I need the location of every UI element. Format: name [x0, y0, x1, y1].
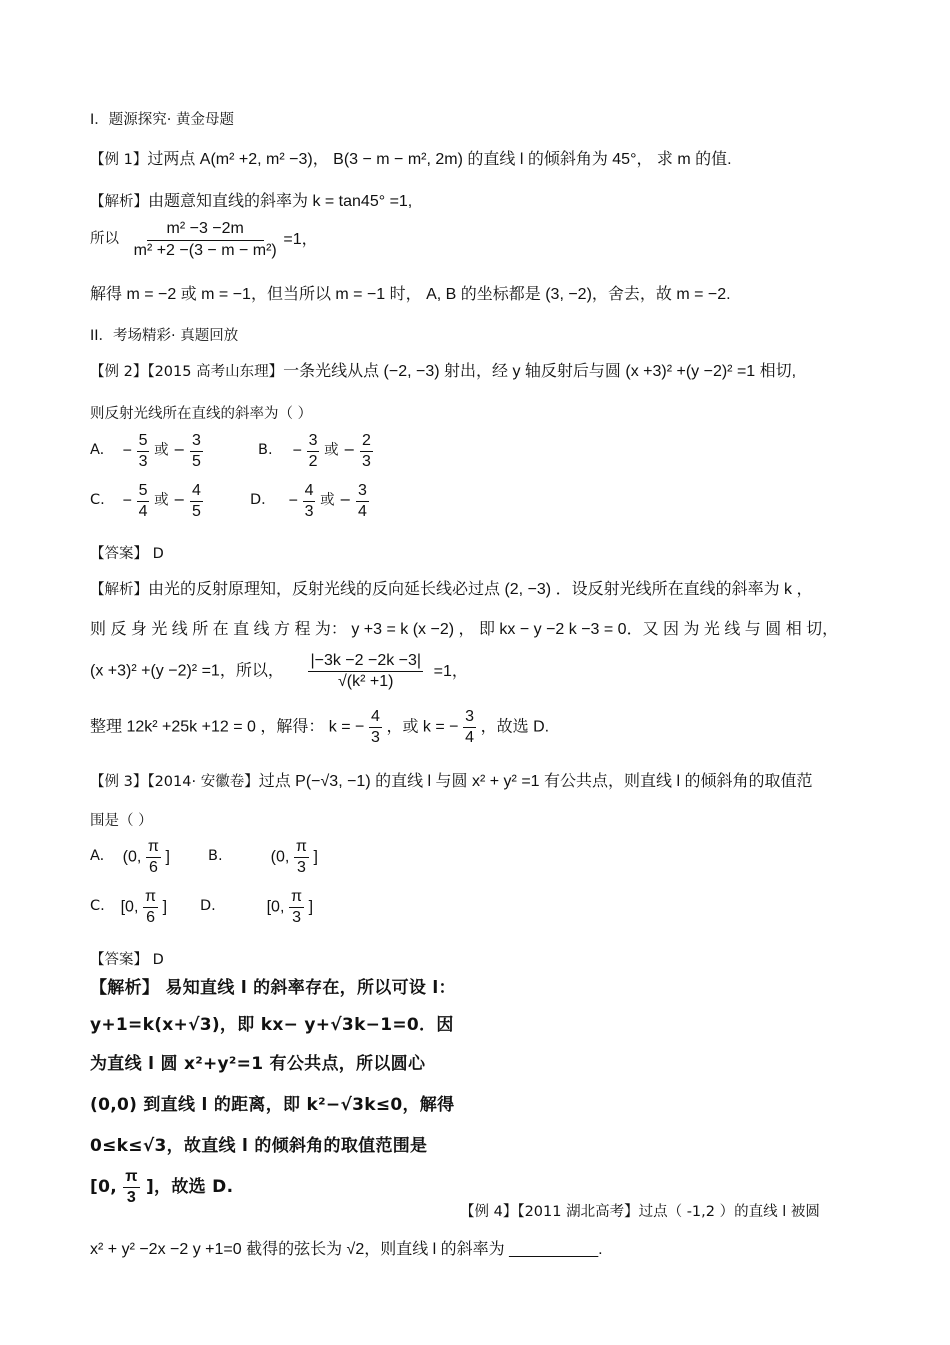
example-2-answer: 【答案】 D — [90, 546, 164, 562]
solution-2-eq: =1， — [433, 662, 468, 680]
frac-num: 5 — [137, 482, 150, 502]
option-d-or: 或 − — [320, 492, 352, 509]
solution-2-line-1 — [90, 580, 812, 599]
option-d-frac-2 — [356, 482, 369, 520]
example-3 — [90, 772, 812, 791]
frac-num: 5 — [137, 432, 150, 452]
solution-1-suoyi: 所以 — [90, 230, 119, 247]
frac-den: 3 — [296, 858, 306, 876]
frac-den: 5 — [191, 452, 201, 470]
frac-den: 3 — [292, 908, 301, 926]
example-2-label: 【例 2】【2015 高考山东理】 — [90, 364, 284, 380]
frac-num: 4 — [369, 708, 382, 728]
example-3-text-2: 围是（ ） — [90, 813, 153, 829]
frac-den: 3 — [126, 1188, 137, 1206]
fraction-denominator: √(k² +1) — [338, 672, 394, 690]
solution-2-fraction — [308, 652, 423, 690]
option-a-or: 或 − — [154, 442, 186, 459]
frac-den: 4 — [357, 502, 367, 520]
option-a-minus: − — [122, 442, 132, 460]
example-1-label: 【例 1】 — [90, 152, 148, 168]
frac-den: 6 — [146, 908, 155, 926]
frac-den: 3 — [370, 728, 380, 746]
frac-den: 4 — [138, 502, 148, 520]
fraction-numerator: m² −3 −2m — [147, 220, 264, 241]
solution-2-line-3-pre: (x +3)² +(y −2)² =1，所以， — [90, 662, 284, 680]
frac-num: π — [146, 838, 161, 858]
example-2-text-2: 则反射光线所在直线的斜率为（ ） — [90, 406, 313, 422]
example-1 — [90, 150, 732, 169]
option-a-frac-2 — [190, 432, 203, 470]
option-c-letter: C. — [90, 898, 105, 915]
example-1-text: 过两点 A(m² +2, m² −3)， B(3 − m − m², 2m) 的直线 l 的倾斜角为 45°， 求 m 的值. — [147, 151, 732, 168]
solution-3-line-4: (0,0) 到直线 l 的距离，即 k²−√3k≤0，解得 — [90, 1095, 455, 1115]
frac-den: 2 — [308, 452, 318, 470]
example-3-option-d — [200, 888, 313, 926]
solution-1-label: 【解析】 — [90, 194, 148, 210]
solution-2-frac-1 — [369, 708, 382, 746]
fraction-numerator: |−3k −2 −2k −3| — [308, 652, 423, 672]
example-4-line-2: x² + y² −2x −2 y +1=0 截得的弦长为 √2，则直线 l 的斜率为 __________. — [90, 1241, 603, 1258]
frac-num: 3 — [190, 432, 203, 452]
option-d-letter: D. — [200, 898, 216, 915]
solution-2-text-1: 由光的反射原理知，反射光线的反向延长线必过点 (2, −3) ．设反射光线所在直线的斜率为 k ， — [148, 581, 813, 598]
option-c-value: [0, — [120, 898, 139, 916]
solution-2-line-3 — [90, 652, 468, 690]
option-d-frac-1 — [303, 482, 316, 520]
option-a-letter: A. — [90, 442, 105, 459]
solution-2-line-4 — [90, 708, 549, 746]
example-3-option-c — [90, 888, 167, 926]
solution-1-eq: =1， — [283, 231, 318, 248]
section-title-2: II．考场精彩· 真题回放 — [90, 328, 239, 344]
option-a-frac-1 — [137, 432, 150, 470]
solution-3-l6-pre: [0, — [90, 1176, 117, 1197]
solution-3-line-6 — [90, 1168, 233, 1206]
solution-2-line-2: 则 反 身 光 线 所 在 直 线 方 程 为： y +3 = k (x −2) ， 即 kx − y −2 k −3 = 0．又 因 为 光 线 与 圆 相 切， — [90, 621, 839, 638]
frac-den: 3 — [361, 452, 371, 470]
solution-3-frac — [123, 1168, 140, 1206]
option-b-or: 或 − — [324, 442, 356, 459]
example-3-option-b — [208, 838, 318, 876]
solution-1-line-1 — [90, 192, 412, 211]
solution-2-line-4-post: ，故选 D. — [480, 718, 550, 736]
option-d-value: [0, — [266, 898, 285, 916]
example-2-option-c — [90, 482, 203, 520]
option-c-minus: − — [122, 492, 132, 510]
frac-den: 6 — [148, 858, 158, 876]
frac-den: 4 — [465, 728, 475, 746]
solution-2-line-4-pre: 整理 12k² +25k +12 = 0 ，解得： k = − — [90, 718, 365, 736]
section-title-1: I．题源探究· 黄金母题 — [90, 112, 234, 128]
option-b-close: ] — [313, 848, 318, 866]
option-c-frac-1 — [137, 482, 150, 520]
option-b-value: (0, — [270, 848, 290, 866]
frac-num: 3 — [307, 432, 320, 452]
frac-den: 3 — [138, 452, 148, 470]
example-3-label: 【例 3】【2014· 安徽卷】 — [90, 774, 259, 790]
solution-3-line-1: 【解析】 易知直线 l 的斜率存在，所以可设 l： — [90, 978, 456, 998]
option-c-frac — [143, 888, 158, 926]
frac-num: 4 — [190, 482, 203, 502]
option-a-frac — [146, 838, 161, 876]
example-3-answer: 【答案】 D — [90, 952, 164, 968]
option-d-letter: D． — [250, 492, 276, 509]
frac-num: π — [289, 888, 304, 908]
example-2-option-d — [250, 482, 369, 520]
solution-3-line-5: 0≤k≤√3，故直线 l 的倾斜角的取值范围是 — [90, 1136, 428, 1156]
example-3-text: 过点 P(−√3, −1) 的直线 l 与圆 x² + y² =1 有公共点，则直线 l 的倾斜角的取值范 — [258, 773, 813, 790]
solution-2-label: 【解析】 — [90, 582, 148, 598]
option-c-or: 或 − — [154, 492, 186, 509]
solution-1-fraction — [132, 220, 279, 259]
option-b-letter: B. — [258, 442, 273, 459]
option-b-frac-2 — [360, 432, 373, 470]
option-a-value: (0, — [122, 848, 142, 866]
option-b-letter: B. — [208, 848, 223, 865]
example-4-line-1: 【例 4】【2011 湖北高考】过点（ -1,2 ）的直线 l 被圆 — [460, 1204, 820, 1220]
option-b-minus: − — [292, 442, 302, 460]
option-a-letter: A. — [90, 848, 105, 865]
option-c-close: ] — [162, 898, 168, 916]
option-d-close: ] — [308, 898, 314, 916]
solution-2-line-4-mid: ，或 k = − — [386, 718, 459, 736]
solution-1-line-3: 解得 m = −2 或 m = −1，但当所以 m = −1 时， A, B 的坐标都是 (3, −2)，舍去，故 m = −2. — [90, 286, 731, 303]
option-c-frac-2 — [190, 482, 203, 520]
frac-num: π — [143, 888, 158, 908]
solution-3-line-3: 为直线 l 圆 x²+y²=1 有公共点，所以圆心 — [90, 1054, 426, 1074]
option-b-frac-1 — [307, 432, 320, 470]
option-a-close: ] — [165, 848, 170, 866]
frac-num: π — [294, 838, 309, 858]
example-2-option-b — [258, 432, 373, 470]
frac-num: 3 — [356, 482, 369, 502]
frac-den: 3 — [304, 502, 314, 520]
frac-num: 3 — [463, 708, 476, 728]
example-2-option-a — [90, 432, 203, 470]
example-2-text: 一条光线从点 (−2, −3) 射出，经 y 轴反射后与圆 (x +3)² +(y −2)² =1 相切, — [283, 363, 797, 380]
solution-3-l6-post: ]，故选 D. — [145, 1176, 234, 1197]
frac-num: 4 — [303, 482, 316, 502]
example-2 — [90, 362, 796, 381]
frac-den: 5 — [191, 502, 201, 520]
example-3-option-a — [90, 838, 170, 876]
option-c-letter: C. — [90, 492, 105, 509]
option-d-frac — [289, 888, 304, 926]
solution-3-line-2: y+1=k(x+√3)，即 kx− y+√3k−1=0．因 — [90, 1015, 454, 1035]
solution-2-frac-2 — [463, 708, 476, 746]
fraction-denominator: m² +2 −(3 − m − m²) — [133, 241, 277, 259]
frac-num: π — [123, 1168, 140, 1188]
solution-1-text: 由题意知直线的斜率为 k = tan45° =1, — [148, 193, 413, 210]
option-b-frac — [294, 838, 309, 876]
option-d-minus: − — [288, 492, 298, 510]
frac-num: 2 — [360, 432, 373, 452]
solution-1-line-2 — [90, 220, 318, 259]
